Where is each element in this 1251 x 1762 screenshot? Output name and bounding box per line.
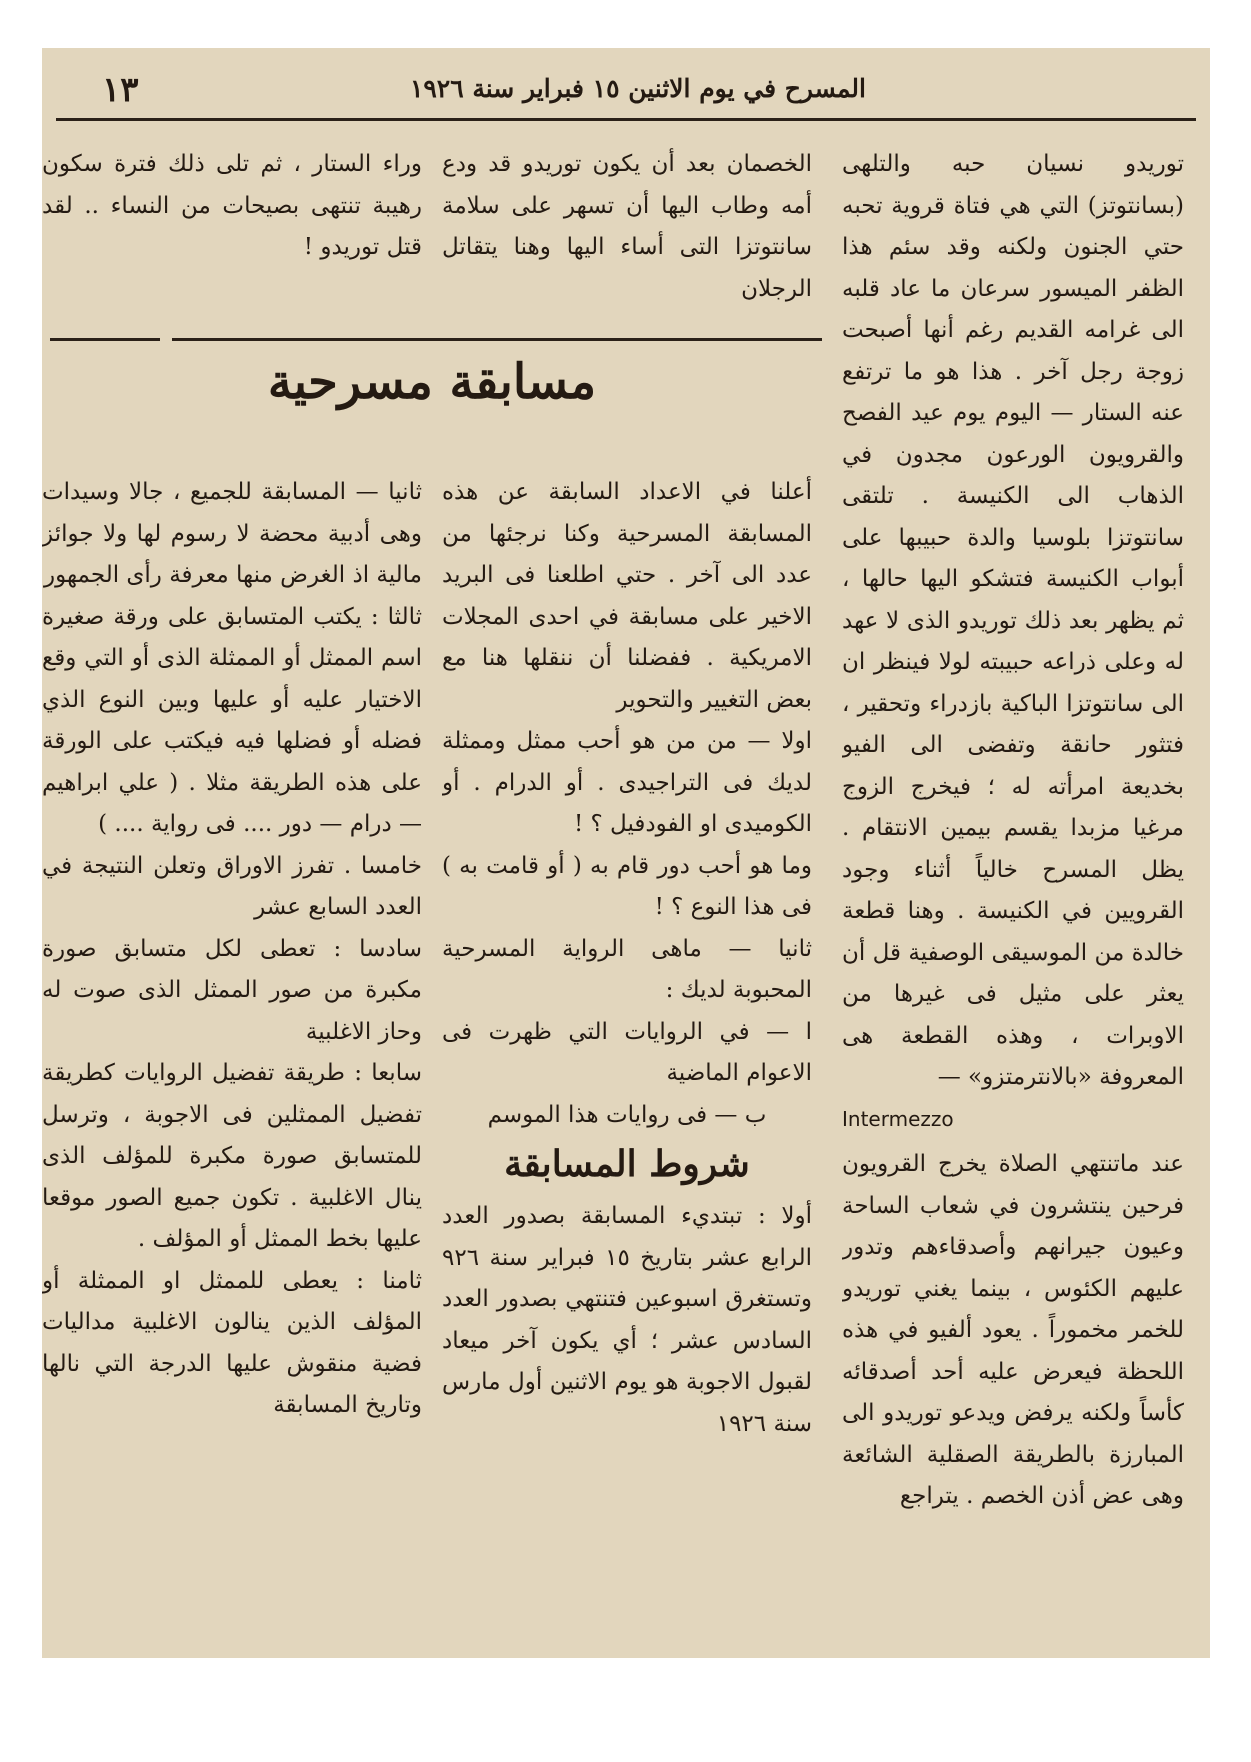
condition-7: سابعا : طريقة تفضيل الروايات كطريقة تفضيل الممثلين فى الاجوبة ، وترسل للمتسابق صورة مكبرة للمؤلف الذى ينال الاغلبية . تكون جميع الصور موقعا عليها بخط الممثل أو المؤلف . (42, 1060, 422, 1252)
contest-title: مسابقة مسرحية (267, 354, 597, 410)
contest-middle-column (442, 472, 812, 1652)
running-head: المسرح في يوم الاثنين ١٥ فبراير سنة ١٩٢٦ (409, 74, 866, 103)
top-middle-text: الخصمان بعد أن يكون توريدو قد ودع أمه وطاب اليها أن تسهر على سلامة سانتوتزا التى أساء اليها وهنا يتقاتل الرجلان (442, 151, 812, 302)
contest-question-2: وما هو أحب دور قام به ( أو قامت به ) فى هذا النوع ؟ ! (442, 852, 812, 920)
contest-intro: أعلنا في الاعداد السابقة عن هذه المسابقة المسرحية وكنا نرجئها من عدد الى آخر . حتي اطلعنا فى البريد الاخير على مسابقة في احدى المجلات الامريكية . ففضلنا أن ننقلها هنا مع بعض التغيير والتحوير (442, 479, 812, 713)
story-paragraph-2: عند ماتنتهي الصلاة يخرج القرويون فرحين ينتشرون في شعاب الساحة وعيون جيرانهم وأصدقاءهم وتدور عليهم الكئوس ، بينما يغني توريدو للخمر مخموراً . يعود ألفيو في هذه اللحظة فيعرض عليه أحد أصدقائه كأساً ولكنه يرفض ويدعو توريدو الى المبارزة بالطريقة الصقلية الشائعة وهى عض أذن الخصم . يتراجع (842, 1151, 1184, 1509)
contest-left-column (42, 472, 422, 1652)
condition-1: أولا : تبتديء المسابقة بصدور العدد الرابع عشر بتاريخ ١٥ فبراير سنة ٩٢٦ وتستغرق اسبوعين فتنتهي بصدور العدد السادس عشر ؛ أي يكون آخر ميعاد لقبول الاجوبة هو يوم الاثنين أول مارس سنة ١٩٢٦ (442, 1203, 812, 1437)
top-left-text: وراء الستار ، ثم تلى ذلك فترة سكون رهيبة تنتهى بصيحات من النساء .. لقد قتل توريدو ! (42, 151, 422, 260)
contest-question-1: اولا — من من هو أحب ممثل وممثلة لديك فى التراجيدى . أو الدرام . أو الكوميدى او الفودفيل ؟ ! (442, 728, 812, 837)
condition-2: ثانيا — المسابقة للجميع ، جالا وسيدات وهى أدبية محضة لا رسوم لها ولا جوائز مالية اذ الغرض منها معرفة رأى الجمهور (42, 479, 422, 588)
newspaper-page (42, 48, 1210, 1658)
page-number: ١٣ (102, 70, 139, 110)
conditions-title: شروط المسابقة (504, 1143, 750, 1185)
section-rule-right (172, 338, 822, 341)
right-column (842, 144, 1184, 1644)
contest-option-a: ا — في الروايات التي ظهرت فى الاعوام الماضية (442, 1018, 812, 1086)
section-rule-left (50, 338, 160, 341)
contest-question-3: ثانيا — ماهى الرواية المسرحية المحبوبة لديك : (442, 935, 812, 1003)
condition-8: ثامنا : يعطى للممثل او الممثلة أو المؤلف الذين ينالون الاغلبية مداليات فضية منقوش عليها الدرجة التي نالها وتاريخ المسابقة (42, 1267, 422, 1418)
latin-term: Intermezzo (842, 1106, 954, 1131)
contest-option-b: ب — فى روايات هذا الموسم (487, 1101, 767, 1128)
story-paragraph-1: توريدو نسيان حبه والتلهى (بسانتوتز) التي هي فتاة قروية تحبه حتي الجنون ولكنه وقد سئم هذا الظفر الميسور سرعان ما عاد قلبه الى غرامه القديم رغم أنها أصبحت زوجة رجل آخر . هذا هو ما ترتفع عنه الستار — اليوم يوم عيد الفصح والقرويون الورعون مجدون في الذهاب الى الكنيسة . تلتقى سانتوتزا بلوسيا والدة حبيبها على أبواب الكنيسة فتشكو اليها حالها ، ثم يظهر بعد ذلك توريدو الذى لا عهد له وعلى ذراعه حبيبته لولا فينظر ان الى سانتوتزا الباكية بازدراء وتحقير ، فتثور حانقة وتفضى الى الفيو بخديعة امرأته له ؛ فيخرج الزوج مرغيا مزبدا يقسم بيمين الانتقام . يظل المسرح خالياً أثناء وجود القرويين في الكنيسة . وهنا قطعة خالدة من الموسيقى الوصفية قل أن يعثر على مثيل فى غيرها من الاوبرات ، وهذه القطعة هى المعروفة «بالانترمتزو» — (842, 151, 1184, 1090)
condition-5: خامسا . تفرز الاوراق وتعلن النتيجة في العدد السابع عشر (42, 852, 422, 920)
condition-3: ثالثا : يكتب المتسابق على ورقة صغيرة اسم الممثل أو الممثلة الذى أو التي وقع الاختيار عليه أو عليها وبين النوع الذي فضله أو فضلها فيه فيكتب على الورقة على هذه الطريقة مثلا . ( علي ابراهيم — درام — دور .... فى رواية .... ) (42, 603, 422, 837)
top-middle-column (442, 144, 812, 304)
top-left-column (42, 144, 422, 304)
condition-6: سادسا : تعطى لكل متسابق صورة مكبرة من صور الممثل الذى صوت له وحاز الاغلبية (42, 935, 422, 1045)
page-header (56, 56, 1196, 121)
